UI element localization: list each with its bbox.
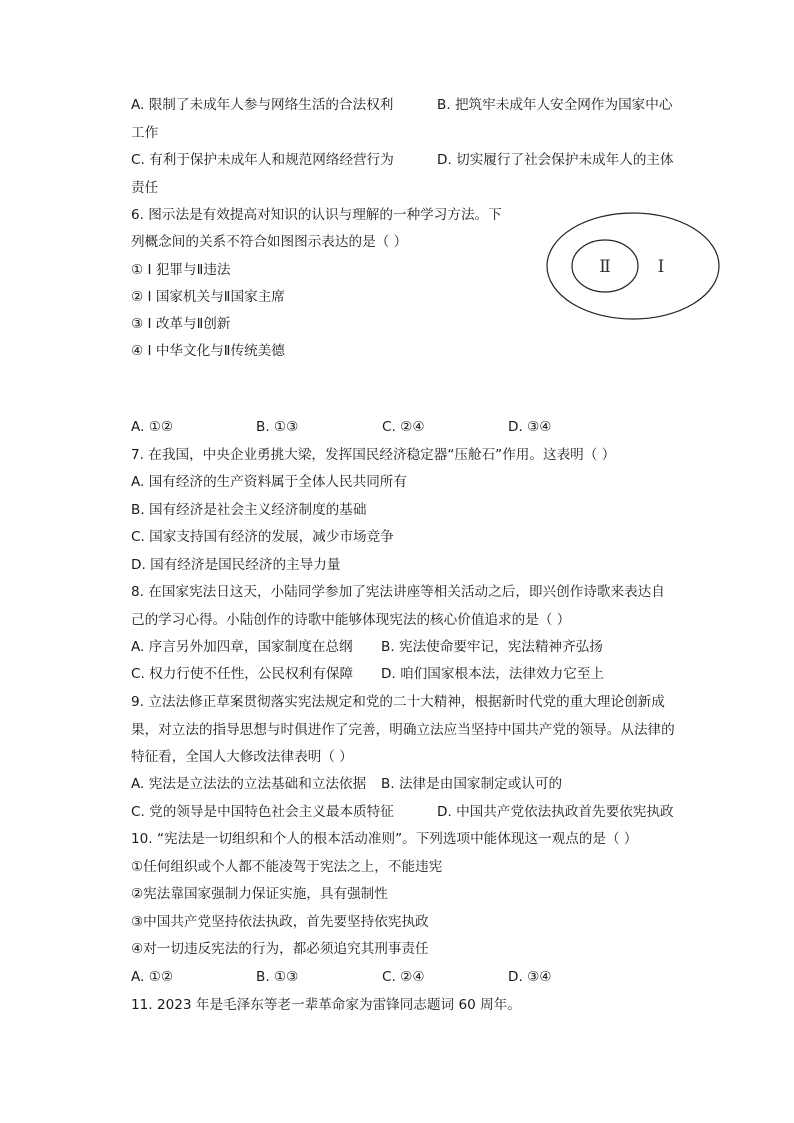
q5-option-d: D. 切实履行了社会保护未成年人的主体 — [437, 152, 674, 168]
q7-stem: 7. 在我国，中央企业勇挑大梁，发挥国民经济稳定器“压舱石”作用。这表明（ ） — [131, 447, 616, 463]
q7-option-c: C. 国家支持国有经济的发展，减少市场竞争 — [131, 529, 394, 545]
q6-option-b: B. ①③ — [256, 419, 299, 435]
q9-stem-line3: 特征看，全国人大修改法律表明（ ） — [131, 749, 353, 765]
q10-stem: 10. “宪法是一切组织和个人的根本活动准则”。下列选项中能体现这一观点的是（ ） — [131, 831, 638, 847]
q10-item-1: ①任何组织或个人都不能凌驾于宪法之上，不能违宪 — [131, 859, 443, 875]
q6-item-1: ① I 犯罪与Ⅱ违法 — [131, 262, 231, 278]
q9-option-d: D. 中国共产党依法执政首先要依宪执政 — [437, 804, 674, 820]
q6-stem-line2: 列概念间的关系不符合如图图示表达的是（ ） — [131, 234, 408, 250]
q6-item-4: ④ I 中华文化与Ⅱ传统美德 — [131, 343, 285, 359]
q6-option-d: D. ③④ — [508, 419, 552, 435]
q5-option-b-cont: 工作 — [131, 125, 159, 141]
q5-option-d-cont: 责任 — [131, 180, 159, 196]
q9-option-a: A. 宪法是立法法的立法基础和立法依据 — [131, 776, 367, 792]
q9-option-b: B. 法律是由国家制定或认可的 — [381, 776, 563, 792]
q7-option-b: B. 国有经济是社会主义经济制度的基础 — [131, 502, 367, 518]
q6-option-c: C. ②④ — [382, 419, 425, 435]
q8-option-a: A. 序言另外加四章，国家制度在总纲 — [131, 639, 353, 655]
outer-ellipse — [547, 213, 719, 319]
q8-option-c: C. 权力行使不任性，公民权利有保障 — [131, 666, 354, 682]
q5-option-c: C. 有利于保护未成年人和规范网络经营行为 — [131, 152, 394, 168]
q8-stem-line2: 己的学习心得。小陆创作的诗歌中能够体现宪法的核心价值追求的是（ ） — [131, 612, 571, 628]
q9-stem-line1: 9. 立法法修正草案贯彻落实宪法规定和党的二十大精神，根据新时代党的重大理论创新成 — [131, 694, 665, 710]
q10-item-3: ③中国共产党坚持依法执政，首先要坚持依宪执政 — [131, 914, 429, 930]
outer-label: I — [657, 257, 665, 277]
q6-venn-diagram — [544, 210, 722, 322]
q10-item-4: ④对一切违反宪法的行为，都必须追究其刑事责任 — [131, 941, 429, 957]
q8-option-d: D. 咱们国家根本法，法律效力它至上 — [381, 666, 605, 682]
inner-label: Ⅱ — [599, 257, 611, 277]
q10-option-c: C. ②④ — [382, 969, 425, 985]
q10-option-b: B. ①③ — [256, 969, 299, 985]
q6-stem-line1: 6. 图示法是有效提高对知识的认识与理解的一种学习方法。下 — [131, 207, 502, 223]
q8-option-b: B. 宪法使命要牢记，宪法精神齐弘扬 — [381, 639, 603, 655]
q8-stem-line1: 8. 在国家宪法日这天，小陆同学参加了宪法讲座等相关活动之后，即兴创作诗歌来表达自 — [131, 584, 665, 600]
q10-option-d: D. ③④ — [508, 969, 552, 985]
q6-item-2: ② I 国家机关与Ⅱ国家主席 — [131, 289, 285, 305]
q11-stem: 11. 2023 年是毛泽东等老一辈革命家为雷锋同志题词 60 周年。 — [131, 997, 521, 1013]
q6-item-3: ③ I 改革与Ⅱ创新 — [131, 316, 231, 332]
q9-option-c: C. 党的领导是中国特色社会主义最本质特征 — [131, 804, 394, 820]
q5-option-a: A. 限制了未成年人参与网络生活的合法权利 — [131, 97, 394, 113]
q5-option-b: B. 把筑牢未成年人安全网作为国家中心 — [437, 97, 673, 113]
q10-option-a: A. ①② — [131, 969, 174, 985]
q9-stem-line2: 果，对立法的指导思想与时俱进作了完善，明确立法应当坚持中国共产党的领导。从法律的 — [131, 722, 675, 738]
q6-option-a: A. ①② — [131, 419, 174, 435]
q7-option-d: D. 国有经济是国民经济的主导力量 — [131, 557, 341, 573]
q7-option-a: A. 国有经济的生产资料属于全体人民共同所有 — [131, 474, 407, 490]
q10-item-2: ②宪法靠国家强制力保证实施，具有强制性 — [131, 886, 388, 902]
